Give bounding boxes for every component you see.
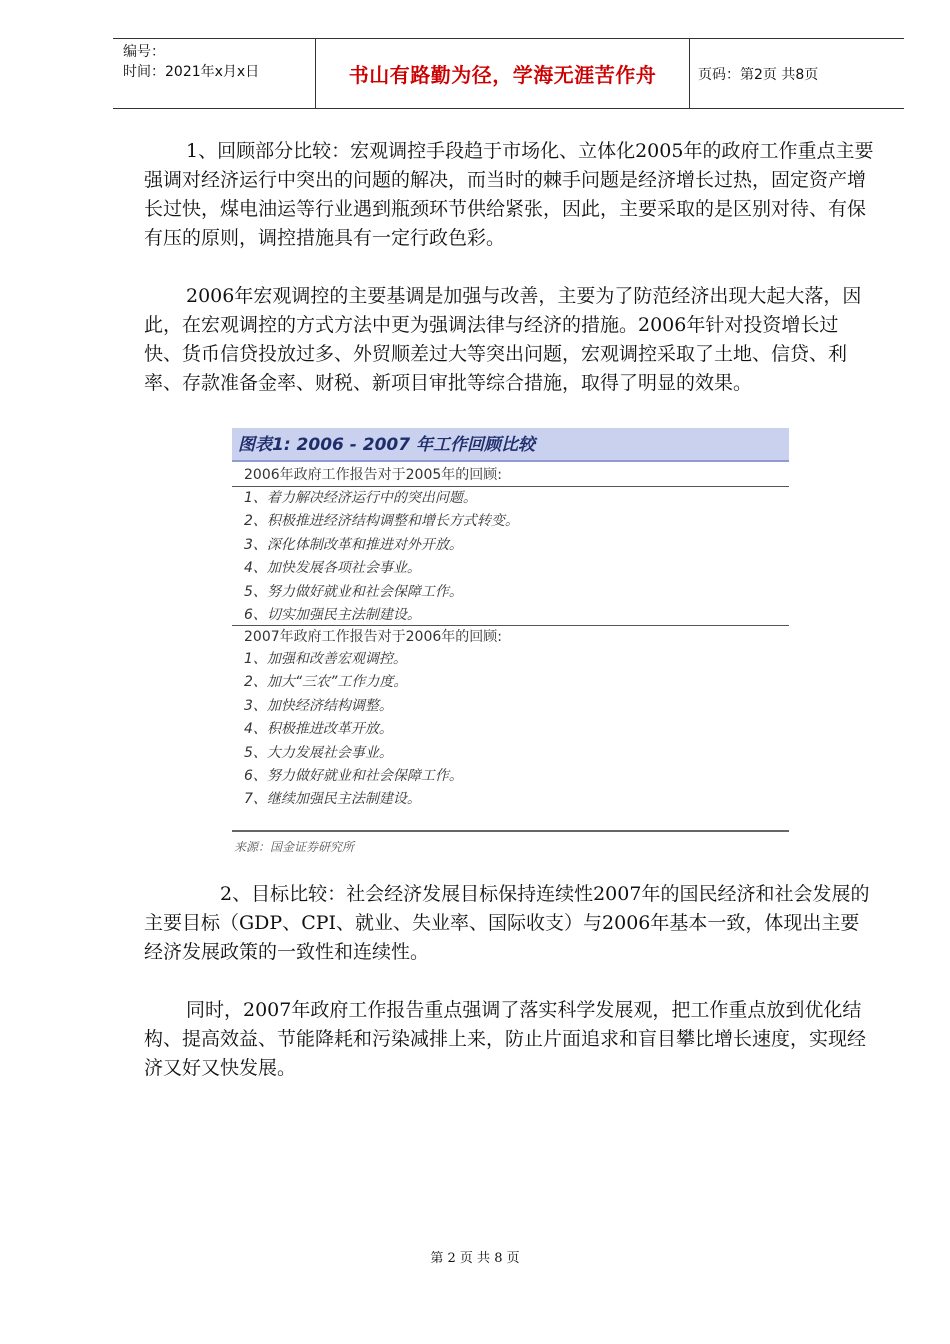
- document-number-label: 编号：: [123, 44, 165, 60]
- figure-section-heading: 2007年政府工作报告对于2006年的回顾:: [244, 629, 502, 645]
- figure-list-item: 3、深化体制改革和推进对外开放。: [244, 536, 463, 553]
- page-header: [113, 38, 904, 109]
- header-page-label: 页码：第2页 共8页: [698, 66, 819, 83]
- figure-list-item: 5、努力做好就业和社会保障工作。: [244, 583, 463, 600]
- figure-list-item: 6、切实加强民主法制建设。: [244, 606, 421, 623]
- figure-work-review-comparison: [232, 428, 789, 858]
- figure-section-2006: [232, 464, 789, 627]
- figure-list-item: 2、积极推进经济结构调整和增长方式转变。: [244, 513, 519, 530]
- header-meta: [123, 42, 259, 82]
- body-paragraph: 2、目标比较：社会经济发展目标保持连续性2007年的国民经济和社会发展的主要目标（GDP、CPI、就业、失业率、国际收支）与2006年基本一致，体现出主要经济发展政策的一致性和连续性。: [144, 883, 870, 963]
- figure-list-item: 2、加大“三农”工作力度。: [244, 674, 408, 691]
- figure-list-item: 5、大力发展社会事业。: [244, 744, 393, 761]
- figure-list-item: 6、努力做好就业和社会保障工作。: [244, 767, 463, 784]
- document-time-label: 时间：2021年x月x日: [123, 64, 260, 80]
- figure-section-heading: 2006年政府工作报告对于2005年的回顾:: [232, 464, 789, 487]
- figure-list-item: 4、加快发展各项社会事业。: [244, 560, 421, 577]
- header-motto: 书山有路勤为径，学海无涯苦作舟: [348, 63, 657, 87]
- header-divider: [689, 39, 690, 108]
- page-footer: 第 2 页 共 8 页: [430, 1251, 520, 1266]
- figure-list-item: 1、着力解决经济运行中的突出问题。: [244, 490, 477, 506]
- figure-bottom-rule: [232, 830, 789, 832]
- figure-list-item: 3、加快经济结构调整。: [244, 697, 393, 714]
- figure-title: 图表1: 2006 - 2007 年工作回顾比较: [232, 428, 789, 462]
- body-paragraph: 1、回顾部分比较：宏观调控手段趋于市场化、立体化2005年的政府工作重点主要强调对经济运行中突出的问题的解决，而当时的棘手问题是经济增长过热，固定资产增长过快，煤电油运等行业遇到瓶颈环节供给紧张，因此，主要采取的是区别对待、有保有压的原则，调控措施具有一定行政色彩。: [144, 140, 874, 249]
- figure-list-item: 7、继续加强民主法制建设。: [244, 791, 421, 808]
- figure-section-2007: [232, 625, 789, 812]
- body-paragraph: 同时，2007年政府工作报告重点强调了落实科学发展观，把工作重点放到优化结构、提高效益、节能降耗和污染减排上来，防止片面追求和盲目攀比增长速度，实现经济又好又快发展。: [144, 999, 867, 1079]
- figure-source: 来源：国金证券研究所: [234, 840, 355, 854]
- figure-list-item: 4、积极推进改革开放。: [244, 721, 393, 738]
- body-paragraph: 2006年宏观调控的主要基调是加强与改善，主要为了防范经济出现大起大落，因此，在宏观调控的方式方法中更为强调法律与经济的措施。2006年针对投资增长过快、货币信贷投放过多、外贸顺差过大等突出问题，宏观调控采取了土地、信贷、利率、存款准备金率、财税、新项目审批等综合措施，取得了明显的效果。: [144, 285, 862, 394]
- figure-list-item: 1、加强和改善宏观调控。: [244, 651, 407, 667]
